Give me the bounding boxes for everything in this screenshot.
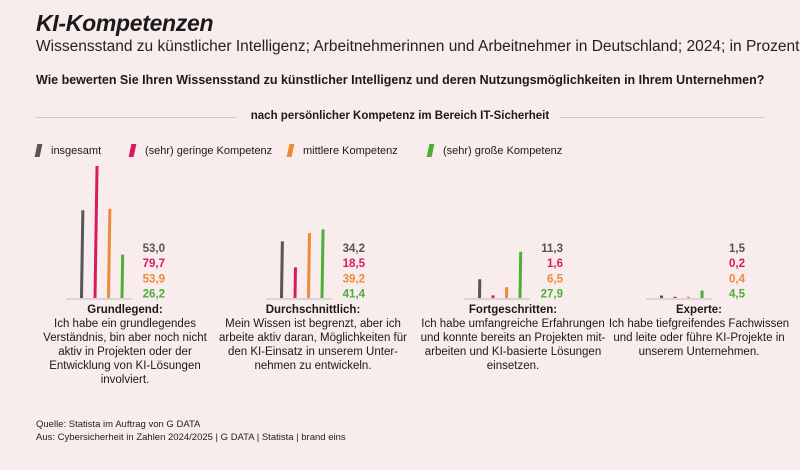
data-label: 0,2 [729, 258, 745, 271]
data-label: 39,2 [342, 273, 365, 286]
data-label: 1,5 [729, 243, 745, 255]
data-label: 1,6 [547, 258, 563, 271]
bar [321, 229, 325, 298]
category-experte [604, 303, 794, 359]
bar [121, 255, 125, 298]
legend-label: (sehr) geringe Kompetenz [145, 145, 273, 157]
section-heading: nach persönlicher Kompetenz im Bereich IT-Sicherheit [0, 110, 800, 122]
bar [80, 210, 84, 298]
bar [294, 267, 297, 298]
bar [701, 291, 704, 298]
data-label: 79,7 [142, 258, 165, 271]
bar [94, 166, 99, 298]
category-description: Ich habe umfangreiche Erfahrungen und konnte bereits an Projekten mit-arbeiten und KI-basierte Lösungen einsetzen. [420, 318, 606, 372]
category-description: Ich habe tiefgreifendes Fachwissen und leite oder führe KI-Projekte in unserem Unternehmen. [608, 318, 790, 358]
bar [280, 241, 284, 298]
data-label: 6,5 [547, 273, 563, 286]
data-label: 27,9 [540, 288, 563, 301]
data-label: 53,9 [142, 273, 165, 286]
data-label: 26,2 [142, 288, 165, 301]
bar [660, 296, 663, 298]
bar [478, 279, 481, 298]
category-title: Durchschnittlich: [265, 304, 361, 316]
category-description: Mein Wissen ist begrenzt, aber ich arbeite aktiv daran, Möglichkeiten für den KI-Einsatz in unserem Unter-nehmen zu entwickeln. [219, 318, 407, 372]
data-label: 0,4 [729, 273, 745, 286]
bar [505, 287, 508, 298]
data-label: 41,4 [342, 288, 365, 301]
category-description: Ich habe ein grundlegendes Verständnis, bin aber noch nicht aktiv in Projekten oder der Entwicklung von KI-Lösungen involviert. [43, 318, 207, 386]
survey-question: Wie bewerten Sie Ihren Wissensstand zu künstlicher Intelligenz und deren Nutzungsmöglichkeiten in Ihrem Unternehmen? [36, 73, 765, 87]
legend-label: (sehr) große Kompetenz [443, 145, 563, 157]
category-title: Grundlegend: [87, 304, 163, 316]
bar [687, 297, 690, 298]
data-label: 18,5 [342, 258, 365, 271]
category-durchschnittlich [218, 303, 408, 373]
chart-title: KI-Kompetenzen [36, 10, 214, 36]
bar [107, 209, 111, 298]
data-label: 4,5 [729, 288, 745, 301]
chart-subtitle: Wissensstand zu künstlicher Intelligenz; Arbeitnehmerinnen und Arbeitnehmer in Deutschland; 2024; in Prozent [36, 38, 800, 55]
category-grundlegend [30, 303, 220, 387]
category-title: Experte: [675, 304, 723, 316]
source-line: Quelle: Statista im Auftrag von G DATA [36, 419, 201, 430]
bar [307, 233, 311, 298]
bar [492, 295, 495, 298]
category-title: Fortgeschritten: [468, 304, 558, 316]
bar [519, 252, 523, 298]
data-label: 53,0 [142, 243, 165, 255]
publication-line: Aus: Cybersicherheit in Zahlen 2024/2025 | G DATA | Statista | brand eins [36, 432, 346, 443]
legend-label: insgesamt [51, 145, 102, 157]
source-note [36, 418, 346, 444]
data-label: 34,2 [342, 243, 365, 255]
bar [674, 297, 677, 298]
category-fortgeschritten [418, 303, 608, 373]
legend-label: mittlere Kompetenz [303, 145, 398, 157]
data-label: 11,3 [541, 243, 563, 255]
